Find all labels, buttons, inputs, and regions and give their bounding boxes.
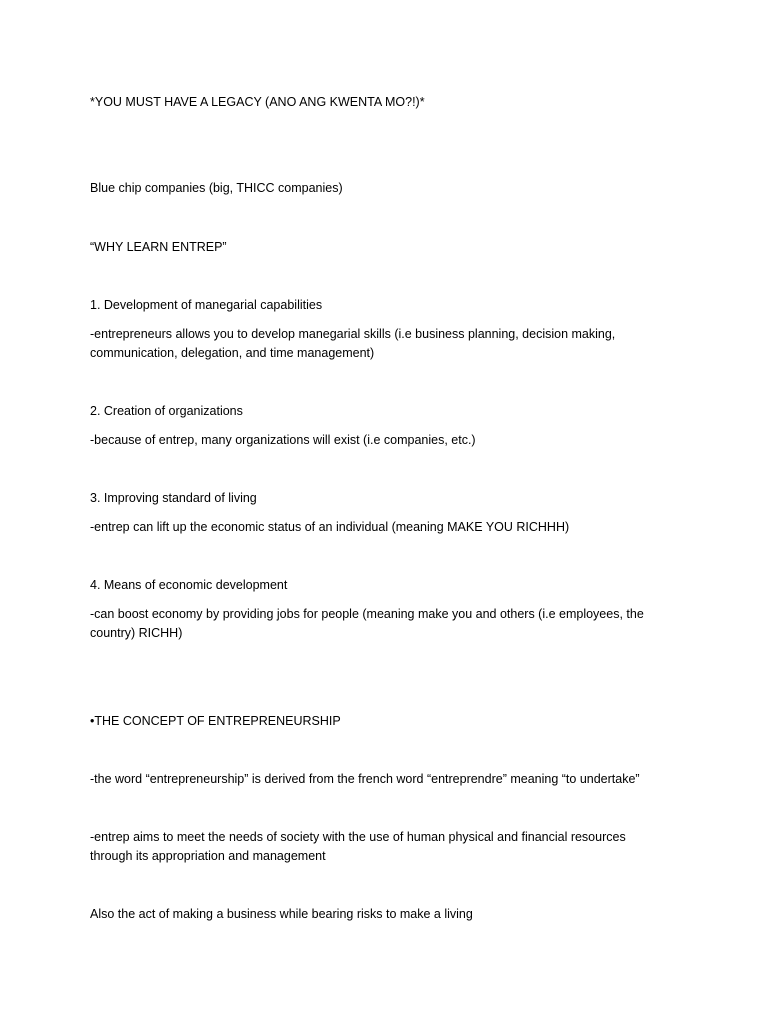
point-4-description: -can boost economy by providing jobs for people (meaning make you and others (i.e employees, the country) RICHH) (90, 607, 644, 640)
point-2-description: -because of entrep, many organizations will exist (i.e companies, etc.) (90, 433, 476, 447)
point-1-description: -entrepreneurs allows you to develop manegarial skills (i.e business planning, decision making, communication, delegation, and time management) (90, 327, 616, 360)
etymology-paragraph: -the word “entrepreneurship” is derived from the french word “entreprendre” meaning “to undertake” (90, 772, 640, 786)
aims-paragraph: -entrep aims to meet the needs of society with the use of human physical and financial resources through its appropriation and management (90, 830, 626, 863)
why-learn-heading: “WHY LEARN ENTREP” (90, 240, 227, 254)
point-1-title: 1. Development of manegarial capabilities (90, 298, 323, 312)
point-2-title: 2. Creation of organizations (90, 404, 243, 418)
legacy-heading: *YOU MUST HAVE A LEGACY (ANO ANG KWENTA MO?!)* (90, 95, 425, 109)
point-3-description: -entrep can lift up the economic status of an individual (meaning MAKE YOU RICHHH) (90, 520, 570, 534)
point-4-title: 4. Means of economic development (90, 578, 288, 592)
concept-heading: •THE CONCEPT OF ENTREPRENEURSHIP (90, 714, 341, 728)
point-3-title: 3. Improving standard of living (90, 491, 257, 505)
definition-paragraph: Also the act of making a business while bearing risks to make a living (90, 907, 473, 921)
blue-chip-note: Blue chip companies (big, THICC companies) (90, 181, 343, 195)
